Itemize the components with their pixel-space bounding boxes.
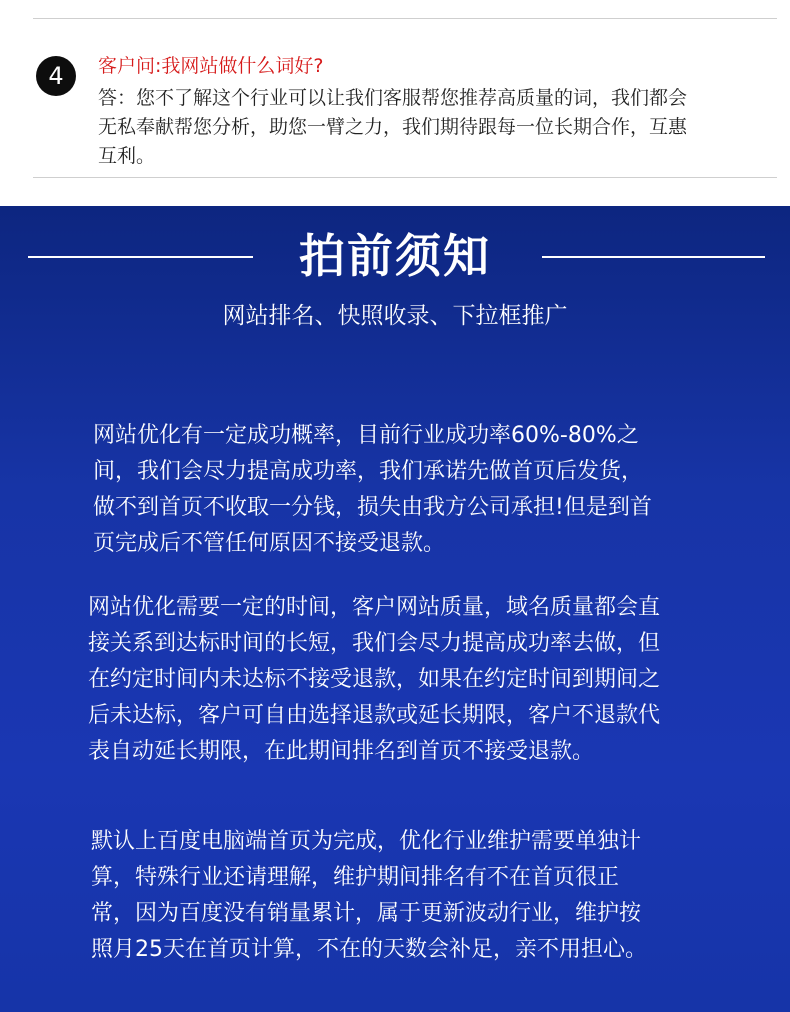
notice-title: 拍前须知 [299, 229, 491, 283]
paragraph-line: 做不到首页不收取一分钱，损失由我方公司承担!但是到首 [93, 495, 652, 520]
paragraph-line: 页完成后不管任何原因不接受退款。 [93, 531, 446, 556]
number-badge: 4 [36, 56, 76, 96]
paragraph-line: 表自动延长期限，在此期间排名到首页不接受退款。 [88, 739, 595, 764]
notice-section [0, 206, 790, 1012]
notice-subtitle: 网站排名、快照收录、下拉框推广 [222, 303, 568, 329]
paragraph-line: 网站优化有一定成功概率，目前行业成功率60%-80%之 [93, 423, 639, 448]
notice-paragraph-success-rate [93, 418, 652, 562]
paragraph-line: 常，因为百度没有销量累计，属于更新波动行业，维护按 [91, 901, 642, 926]
divider-top [33, 18, 777, 19]
paragraph-line: 在约定时间内未达标不接受退款，如果在约定时间到期间之 [88, 667, 661, 692]
paragraph-line: 照月25天在首页计算，不在的天数会补足，亲不用担心。 [91, 937, 647, 962]
paragraph-line: 默认上百度电脑端首页为完成，优化行业维护需要单独计 [91, 829, 642, 854]
faq-section [0, 0, 790, 206]
faq-question: 客户问:我网站做什么词好? [98, 55, 324, 77]
paragraph-line: 间，我们会尽力提高成功率，我们承诺先做首页后发货， [93, 459, 644, 484]
faq-answer-line: 无私奉献帮您分析，助您一臂之力，我们期待跟每一位长期合作，互惠 [98, 116, 688, 138]
paragraph-line: 算，特殊行业还请理解，维护期间排名有不在首页很正 [91, 865, 620, 890]
paragraph-line: 接关系到达标时间的长短，我们会尽力提高成功率去做，但 [88, 631, 661, 656]
faq-answer-line: 互利。 [98, 145, 156, 167]
faq-answer [98, 84, 748, 171]
divider-bottom [33, 177, 777, 178]
notice-paragraph-time [88, 590, 660, 770]
paragraph-line: 后未达标，客户可自由选择退款或延长期限，客户不退款代 [88, 703, 661, 728]
notice-paragraph-maintenance [91, 824, 647, 968]
faq-answer-line: 答：您不了解这个行业可以让我们客服帮您推荐高质量的词，我们都会 [98, 87, 688, 109]
paragraph-line: 网站优化需要一定的时间，客户网站质量，域名质量都会直 [88, 595, 661, 620]
